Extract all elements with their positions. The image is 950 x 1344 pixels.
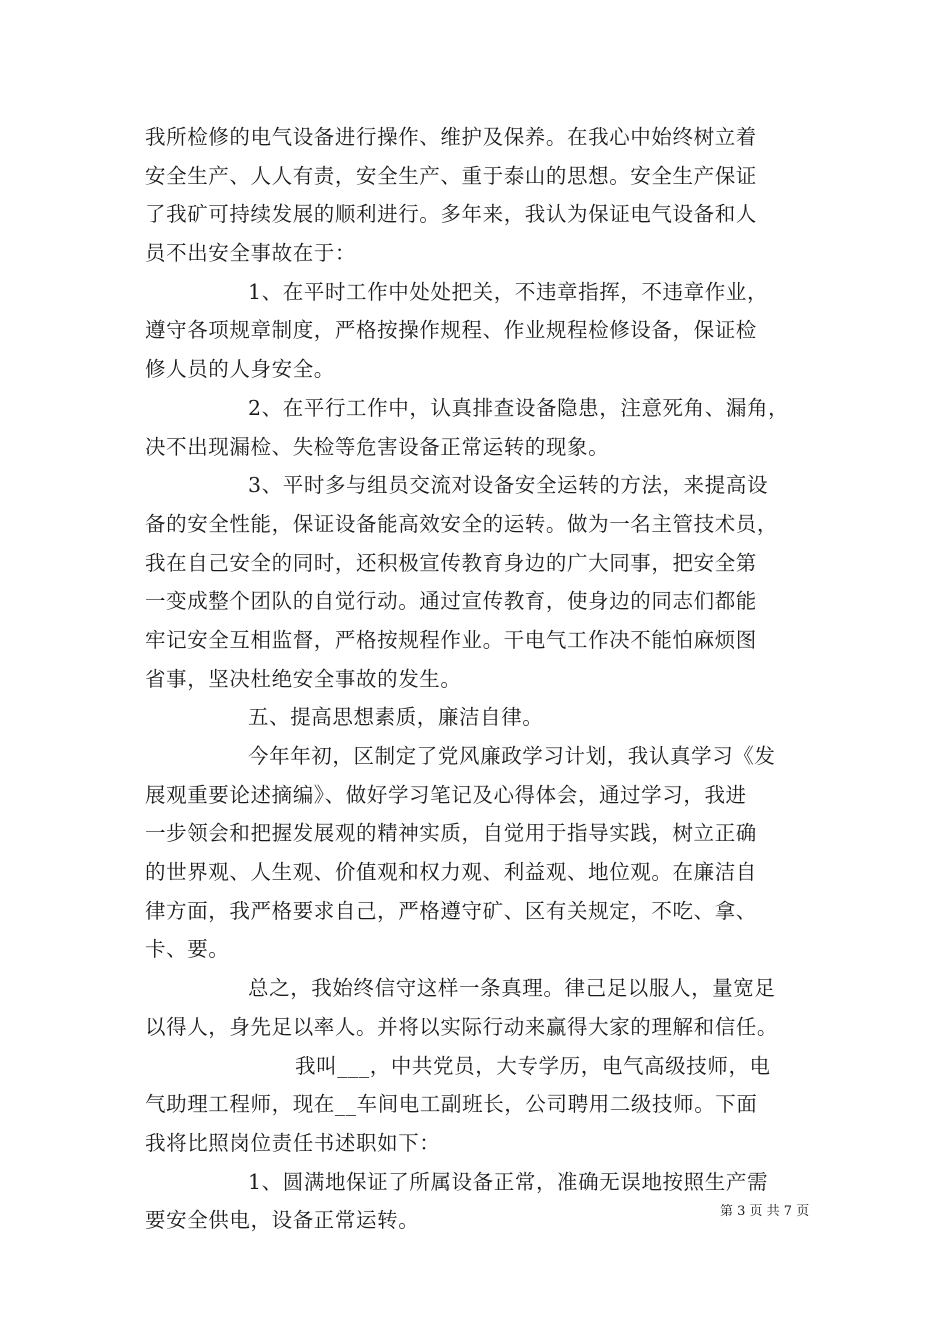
text-line: 1、圆满地保证了所属设备正常，准确无误地按照生产需 — [248, 1169, 769, 1194]
text-line: 1、在平时工作中处处把关，不违章指挥，不违章作业， — [248, 279, 769, 304]
text-line: 安全生产、人人有责，安全生产、重于泰山的思想。安全生产保证 — [145, 163, 757, 188]
text-line: 我将比照岗位责任书述职如下： — [145, 1130, 441, 1155]
text-line: 了我矿可持续发展的顺利进行。多年来，我认为保证电气设备和人 — [145, 202, 757, 227]
text-line: 卡、要。 — [145, 937, 230, 962]
text-line: 修人员的人身安全。 — [145, 357, 335, 382]
text-line: 今年年初，区制定了党风廉政学习计划，我认真学习《发 — [248, 744, 776, 768]
page-number-footer: 第 3 页 共 7 页 — [720, 1204, 810, 1219]
text-line: 要安全供电，设备正常运转。 — [145, 1208, 420, 1233]
text-line: 我叫___，中共党员，大专学历，电气高级技师，电 — [295, 1053, 771, 1078]
text-line: 备的安全性能，保证设备能高效安全的运转。做为一名主管技术员， — [145, 511, 778, 536]
text-line: 总之，我始终信守这样一条真理。律己足以服人，量宽足 — [248, 976, 776, 1001]
text-line: 一步领会和把握发展观的精神实质，自觉用于指导实践，树立正确 — [145, 821, 757, 846]
text-line: 的世界观、人生观、价值观和权力观、利益观、地位观。在廉洁自 — [145, 860, 757, 885]
text-line: 我在自己安全的同时，还积极宣传教育身边的广大同事，把安全第 — [145, 550, 757, 575]
text-line: 一变成整个团队的自觉行动。通过宣传教育，使身边的同志们都能 — [145, 589, 757, 614]
text-line: 员不出安全事故在于： — [145, 241, 356, 266]
text-line: 我所检修的电气设备进行操作、维护及保养。在我心中始终树立着 — [145, 125, 757, 149]
text-line: 2、在平行工作中，认真排查设备隐患，注意死角、漏角， — [248, 395, 790, 420]
text-line: 五、提高思想素质，廉洁自律。 — [248, 705, 544, 730]
text-line: 3、平时多与组员交流对设备安全运转的方法，来提高设 — [248, 473, 769, 498]
text-line: 气助理工程师，现在__车间电工副班长，公司聘用二级技师。下面 — [145, 1092, 758, 1117]
text-line: 省事，坚决杜绝安全事故的发生。 — [145, 666, 462, 691]
text-line: 律方面，我严格要求自己，严格遵守矿、区有关规定，不吃、拿、 — [145, 898, 757, 923]
text-line: 遵守各项规章制度，严格按操作规程、作业规程检修设备，保证检 — [145, 318, 757, 343]
text-line: 决不出现漏检、失检等危害设备正常运转的现象。 — [145, 434, 610, 459]
text-line: 以得人，身先足以率人。并将以实际行动来赢得大家的理解和信任。 — [145, 1014, 778, 1039]
text-line: 牢记安全互相监督，严格按规程作业。干电气工作决不能怕麻烦图 — [145, 627, 757, 652]
document-body — [145, 118, 825, 1240]
text-line: 展观重要论述摘编》、做好学习笔记及心得体会，通过学习，我进 — [145, 782, 747, 807]
